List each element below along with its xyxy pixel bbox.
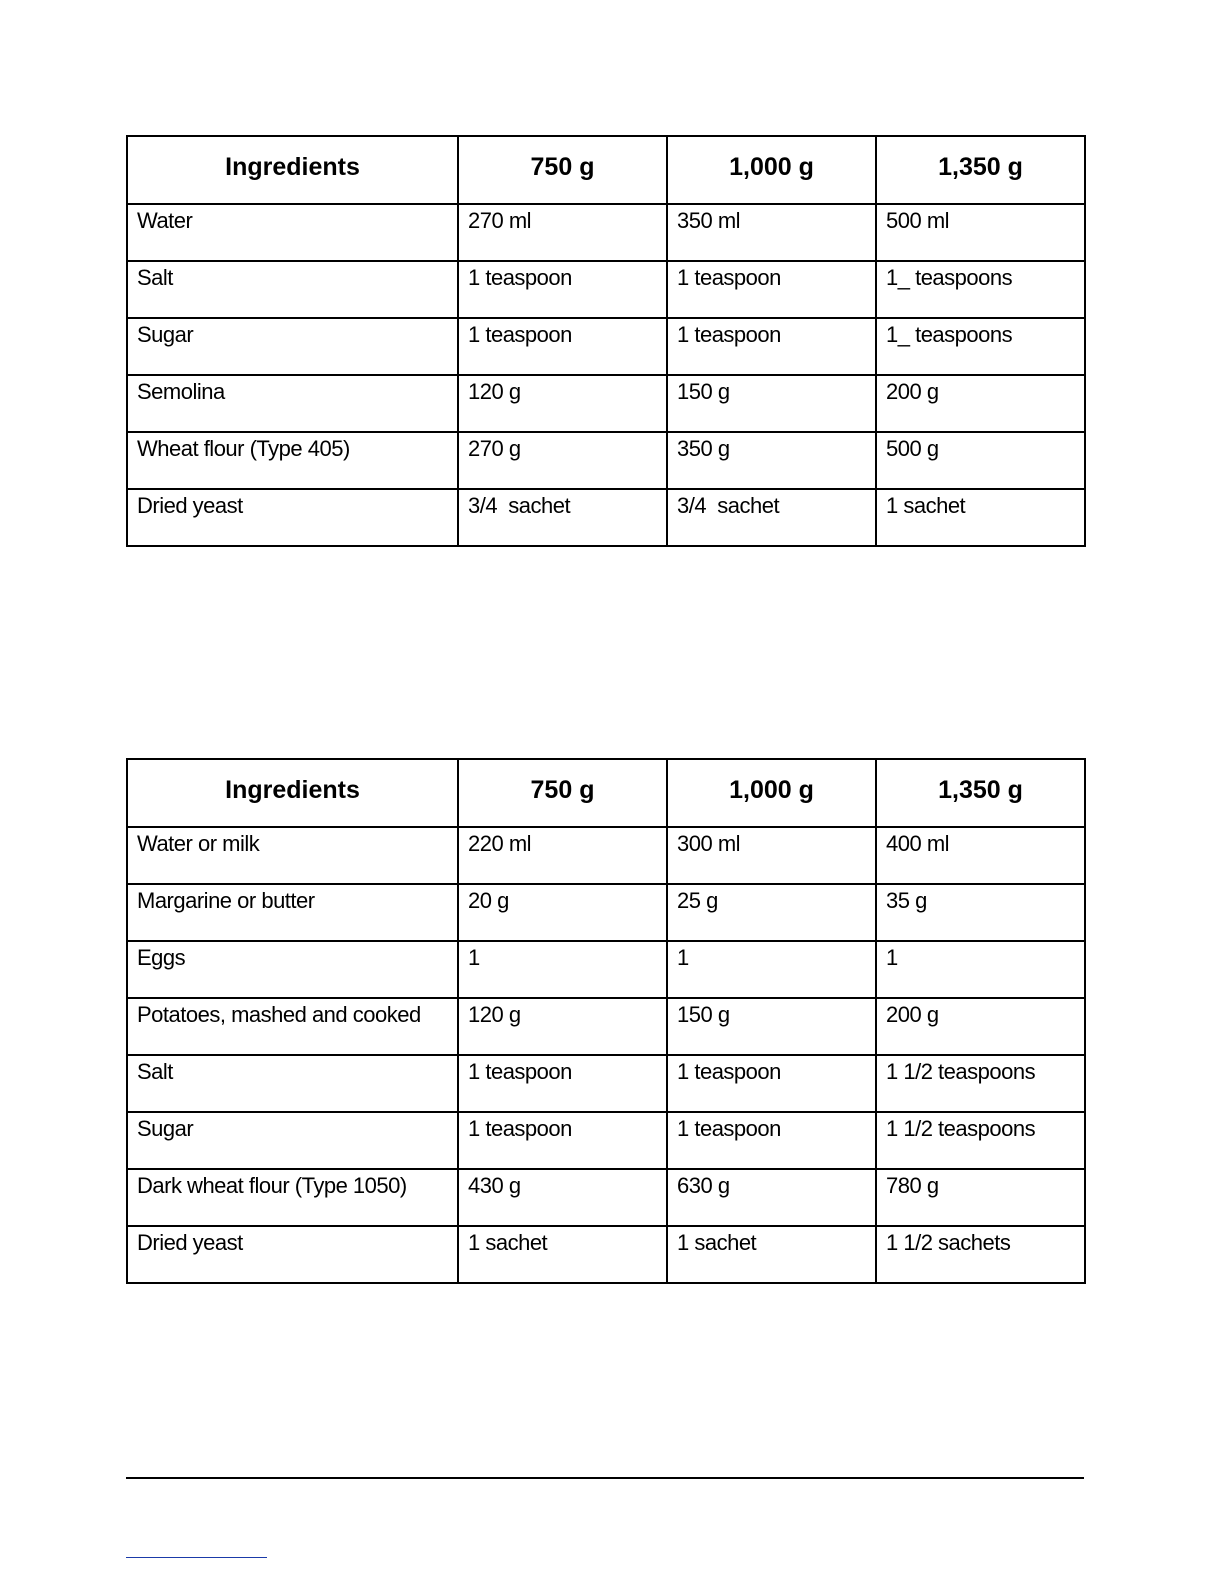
ingredient-cell: Eggs <box>127 941 458 998</box>
ingredient-cell: Dried yeast <box>127 489 458 546</box>
ingredient-cell: Salt <box>127 1055 458 1112</box>
amount-1000g-cell: 1 sachet <box>667 1226 876 1283</box>
table-row <box>127 827 1085 884</box>
amount-750g-cell: 1 sachet <box>458 1226 667 1283</box>
amount-1350g-cell: 500 g <box>876 432 1085 489</box>
amount-750g-cell: 1 <box>458 941 667 998</box>
amount-1350g-cell: 1 1/2 teaspoons <box>876 1112 1085 1169</box>
table-row <box>127 204 1085 261</box>
amount-1350g-cell: 500 ml <box>876 204 1085 261</box>
amount-1000g-cell: 1 teaspoon <box>667 318 876 375</box>
amount-1000g-cell: 150 g <box>667 375 876 432</box>
amount-750g-cell: 1 teaspoon <box>458 1112 667 1169</box>
header-1350g: 1,350 g <box>876 136 1085 204</box>
header-1000g: 1,000 g <box>667 759 876 827</box>
ingredient-cell: Water <box>127 204 458 261</box>
table-row <box>127 489 1085 546</box>
table-row <box>127 941 1085 998</box>
amount-1350g-cell: 400 ml <box>876 827 1085 884</box>
amount-1350g-cell: 1 <box>876 941 1085 998</box>
amount-1000g-cell: 300 ml <box>667 827 876 884</box>
header-1000g: 1,000 g <box>667 136 876 204</box>
table-row <box>127 884 1085 941</box>
ingredient-cell: Water or milk <box>127 827 458 884</box>
amount-1350g-cell: 1 sachet <box>876 489 1085 546</box>
header-750g: 750 g <box>458 759 667 827</box>
amount-750g-cell: 20 g <box>458 884 667 941</box>
table-row <box>127 1112 1085 1169</box>
amount-1000g-cell: 1 teaspoon <box>667 1112 876 1169</box>
amount-1000g-cell: 1 <box>667 941 876 998</box>
header-1350g: 1,350 g <box>876 759 1085 827</box>
footer-divider <box>126 1477 1084 1479</box>
amount-750g-cell: 120 g <box>458 998 667 1055</box>
amount-1350g-cell: 200 g <box>876 375 1085 432</box>
amount-750g-cell: 220 ml <box>458 827 667 884</box>
table-row <box>127 375 1085 432</box>
amount-1350g-cell: 1_ teaspoons <box>876 261 1085 318</box>
footnote-divider <box>126 1557 267 1558</box>
ingredient-cell: Dried yeast <box>127 1226 458 1283</box>
header-ingredients: Ingredients <box>127 759 458 827</box>
amount-750g-cell: 270 g <box>458 432 667 489</box>
amount-750g-cell: 3/4 sachet <box>458 489 667 546</box>
ingredients-table-2 <box>126 758 1086 1284</box>
ingredient-cell: Wheat flour (Type 405) <box>127 432 458 489</box>
amount-1350g-cell: 35 g <box>876 884 1085 941</box>
amount-1000g-cell: 1 teaspoon <box>667 1055 876 1112</box>
ingredient-cell: Sugar <box>127 318 458 375</box>
amount-750g-cell: 270 ml <box>458 204 667 261</box>
ingredient-cell: Potatoes, mashed and cooked <box>127 998 458 1055</box>
amount-1000g-cell: 350 g <box>667 432 876 489</box>
amount-750g-cell: 1 teaspoon <box>458 318 667 375</box>
amount-1350g-cell: 1 1/2 sachets <box>876 1226 1085 1283</box>
table-row <box>127 1055 1085 1112</box>
amount-1000g-cell: 350 ml <box>667 204 876 261</box>
amount-750g-cell: 430 g <box>458 1169 667 1226</box>
amount-750g-cell: 120 g <box>458 375 667 432</box>
amount-1000g-cell: 630 g <box>667 1169 876 1226</box>
ingredient-cell: Sugar <box>127 1112 458 1169</box>
table-header-row <box>127 759 1085 827</box>
amount-1000g-cell: 150 g <box>667 998 876 1055</box>
amount-1350g-cell: 780 g <box>876 1169 1085 1226</box>
amount-1350g-cell: 1 1/2 teaspoons <box>876 1055 1085 1112</box>
table-row <box>127 432 1085 489</box>
amount-1350g-cell: 1_ teaspoons <box>876 318 1085 375</box>
table-row <box>127 1226 1085 1283</box>
ingredient-cell: Salt <box>127 261 458 318</box>
amount-750g-cell: 1 teaspoon <box>458 261 667 318</box>
header-750g: 750 g <box>458 136 667 204</box>
table-row <box>127 318 1085 375</box>
amount-1000g-cell: 25 g <box>667 884 876 941</box>
ingredient-cell: Margarine or butter <box>127 884 458 941</box>
amount-1350g-cell: 200 g <box>876 998 1085 1055</box>
amount-1000g-cell: 1 teaspoon <box>667 261 876 318</box>
table-row <box>127 998 1085 1055</box>
table-header-row <box>127 136 1085 204</box>
ingredient-cell: Dark wheat flour (Type 1050) <box>127 1169 458 1226</box>
ingredients-table-1 <box>126 135 1086 547</box>
header-ingredients: Ingredients <box>127 136 458 204</box>
amount-1000g-cell: 3/4 sachet <box>667 489 876 546</box>
ingredient-cell: Semolina <box>127 375 458 432</box>
table-row <box>127 1169 1085 1226</box>
amount-750g-cell: 1 teaspoon <box>458 1055 667 1112</box>
table-row <box>127 261 1085 318</box>
